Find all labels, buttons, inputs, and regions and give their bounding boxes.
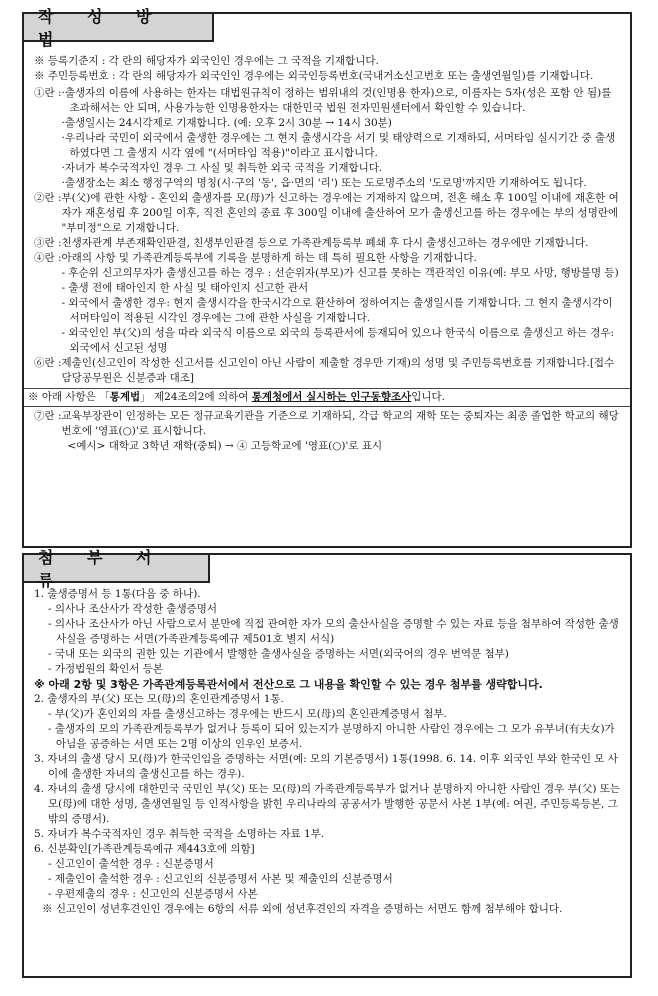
item-text: 출생장소는 최소 행정구역의 명칭(시·구의 '동', 읍·면의 '리') 또는 도로명주소의 '도로명'까지만 기재하여도 됩니다. <box>64 177 587 189</box>
writing-method-body <box>28 54 622 454</box>
item-sub: - 후순위 신고의무자가 출생신고를 하는 경우 : 선순위자(부모)가 신고를 못하는 객관적인 이유(예: 부모 사망, 행방불명 등) <box>61 267 619 279</box>
writing-method-title: 작 성 방 법 <box>22 12 214 42</box>
attachment-sub: - 의사나 조산사가 아닌 사람으로서 분만에 직접 관여한 자가 모의 출산사실을 증명할 수 있는 자료 등을 첨부하여 작성한 출생사실을 증명하는 서면(가족관계등록예규 제501호 별지 서식) <box>48 618 619 645</box>
attachment-sub: - 신고인이 출석한 경우 : 신분증명서 <box>48 858 214 870</box>
item-2 <box>34 191 622 236</box>
reg-note: ※ 등록기준지 : 각 란의 해당자가 외국인인 경우에는 그 국적을 기재합니다. <box>34 55 379 67</box>
statistics-law: 통계법 <box>109 391 141 403</box>
item-text: 아래의 사항 및 가족관계등록부에 기록을 분명하게 하는 데 특히 필요한 사항을 기재합니다. <box>61 252 477 264</box>
item-label: ②란 : <box>34 192 62 204</box>
item-text: 출생자의 이름에 사용하는 한자는 대법원규칙이 정하는 범위내의 것(인명용 한자)으로, 이름자는 5자(성은 포함 안 됨)를 초과해서는 안 되며, 사용가능한 인명용한자는 대한민국 법원 전자민원센터에서 확인할 수 있습니다. <box>64 87 612 114</box>
attachments-title: 첨 부 서 류 <box>22 553 210 583</box>
item-1: ①란 : ·출생자의 이름에 사용하는 한자는 대법원규칙이 정하는 범위내의 것(인명용 한자)으로, 이름자는 5자(성은 포함 안 됨)를 초과해서는 안 되며, 사용가능한 인명용한자는 대한민국 법원 전자민원센터에서 확인할 수 있습니다. ·출생일시는 24시각제로 기재합니다. (예: 오후 2시 30분 → 14시 30분) ·우리나라 국민이 외국에서 출생한 경우에는 그 현지 출생시각을 서기 및 태양력으로 기재하되, 서머타임 실시기간 중 출생하였다면 그 출생지 시각 옆에 "(서머타임 적용)"이라고 표시합니다. ·자녀가 복수국적자인 경우 그 사실 및 취득한 외국 국적을 기재합니다. ·출생장소는 최소 행정구역의 명칭(시·구의 '동', 읍·면의 '리') 또는 도로명주소의 '도로명'까지만 기재하여도 됩니다. <box>34 87 616 189</box>
attachment-sub: - 제출인이 출석한 경우 : 신고인의 신분증명서 사본 및 제출인의 신분증명서 <box>48 873 393 885</box>
item-label: ⑥란 : <box>34 357 62 369</box>
item-6 <box>34 356 622 386</box>
statistics-note: ※ 아래 사항은 「통계법」 제24조의2에 의하여 통계청에서 실시하는 인구동향조사입니다. <box>24 388 630 407</box>
attachment-note: ※ 신고인이 성년후견인인 경우에는 6항의 서류 외에 성년후견인의 자격을 증명하는 서면도 함께 첨부해야 합니다. <box>42 903 563 915</box>
item-text: 우리나라 국민이 외국에서 출생한 경우에는 그 현지 출생시각을 서기 및 태양력으로 기재하되, 서머타임 실시기간 중 출생하였다면 그 출생지 시각 옆에 "(서머타임 적용)"이라고 표시합니다. <box>64 132 616 159</box>
item-text: 부(父)에 관한 사항 - 혼인외 출생자를 모(母)가 신고하는 경우에는 기재하지 않으며, 전혼 해소 후 100일 이내에 재혼한 여자가 재혼성립 후 200일 이후, 직전 혼인의 종료 후 300일 이내에 출산하여 모가 출생신고를 하는 경우에는 부의 성명란에 "부미정"으로 기재합니다. <box>61 192 619 234</box>
attachment-item: 2. 출생자의 부(父) 또는 모(母)의 혼인관계증명서 1통. <box>34 693 284 705</box>
statistics-emphasis: 통계청에서 실시하는 인구동향조사 <box>251 391 412 403</box>
attachment-sub: - 우편제출의 경우 : 신고인의 신분증명서 사본 <box>48 888 258 900</box>
attachment-item: 4. 자녀의 출생 당시에 대한민국 국민인 부(父) 또는 모(母)의 가족관계등록부가 없거나 분명하지 아니한 사람인 경우 부(父) 또는 모(母)에 대한 성명, 출생연월일 등 인적사항을 밝힌 우리나라의 공공서가 발행한 공문서 사본 1부(예: 여권, 주민등록등본, 그 밖의 증명서). <box>34 783 621 825</box>
item-label: ③란 : <box>34 237 62 249</box>
attachments-body <box>34 587 622 917</box>
item-text: 친생자관계 부존재확인판결, 친생부인판결 등으로 가족관계등록부 폐쇄 후 다시 출생신고하는 경우에만 기재합니다. <box>61 237 589 249</box>
item-label: ⑦란 : <box>34 410 62 422</box>
attachment-item: 1. 출생증명서 등 1통(다음 중 하나). <box>34 588 201 600</box>
item-label: ④란 : <box>34 252 62 264</box>
item-sub: - 외국인인 부(父)의 성을 따라 외국식 이름으로 외국의 등록관서에 등재되어 있으나 한국식 이름으로 출생신고 하는 경우: 외국에서 신고된 성명 <box>61 327 615 354</box>
item-3 <box>34 236 622 251</box>
item-sub: - 외국에서 출생한 경우: 현지 출생시각을 한국시각으로 환산하여 정하여지는 출생일시를 기재합니다. 그 현지 출생시각이 서머타임이 적용된 시각인 경우에는 그에 관한 사실을 기재합니다. <box>61 297 613 324</box>
item-example: <예시> 대학교 3학년 재학(중퇴) → ④ 고등학교에 '영표(○)'로 표시 <box>67 440 383 452</box>
attachment-sub: - 부(父)가 혼인외의 자를 출생신고하는 경우에는 반드시 모(母)의 혼인관계증명서 첨부. <box>48 708 447 720</box>
attachment-sub: - 출생자의 모의 가족관계등록부가 없거나 등록이 되어 있는지가 분명하지 아니한 사람인 경우에는 그 모가 유부녀(有夫女)가 아님을 공증하는 서면 또는 2명 이상의 인우인 보증서. <box>48 723 615 750</box>
attachment-item: 5. 자녀가 복수국적자인 경우 취득한 국적을 소명하는 자료 1부. <box>34 828 325 840</box>
item-text: 출생일시는 24시각제로 기재합니다. (예: 오후 2시 30분 → 14시 30분) <box>64 117 392 129</box>
attachment-item: 6. 신분확인[가족관계등록예규 제443호에 의함] <box>34 843 255 855</box>
attachment-sub: - 가정법원의 확인서 등본 <box>48 663 163 675</box>
item-text: 교육부장관이 인정하는 모든 정규교육기관을 기준으로 기재하되, 각급 학교의 재학 또는 중퇴자는 최종 졸업한 학교의 해당번호에 '영표(○)'로 표시합니다. <box>61 410 619 437</box>
item-label: ①란 : <box>34 87 62 99</box>
bold-note: ※ 아래 2항 및 3항은 가족관계등록관서에서 전산으로 그 내용을 확인할 수 있는 경우 첨부를 생략합니다. <box>34 678 543 691</box>
reg-note: ※ 주민등록번호 : 각 란의 해당자가 외국인인 경우에는 외국인등록번호(국내거소신고번호 또는 출생연월일)를 기재합니다. <box>34 70 594 82</box>
attachments-section <box>22 548 632 978</box>
item-sub: - 출생 전에 태아인지 한 사실 및 태아인지 신고한 관서 <box>61 282 309 294</box>
writing-method-section <box>22 7 632 548</box>
item-text: 제출인(신고인이 작성한 신고서를 신고인이 아닌 사람이 제출할 경우만 기재)의 성명 및 주민등록번호를 기재합니다.[접수담당공무원은 신분증과 대조] <box>61 357 615 384</box>
item-7 <box>34 409 622 454</box>
attachment-sub: - 의사나 조산사가 작성한 출생증명서 <box>48 603 218 615</box>
attachment-sub: - 국내 또는 외국의 권한 있는 기관에서 발행한 출생사실을 증명하는 서면(외국어의 경우 번역문 첨부) <box>48 648 509 660</box>
item-4 <box>34 251 622 356</box>
attachment-item: 3. 자녀의 출생 당시 모(母)가 한국인임을 증명하는 서면(예: 모의 기본증명서) 1통(1998. 6. 14. 이후 외국인 부와 한국인 모 사이에 출생한 자녀의 출생신고를 하는 경우). <box>34 753 618 780</box>
item-text: 자녀가 복수국적자인 경우 그 사실 및 취득한 외국 국적을 기재합니다. <box>64 162 383 174</box>
